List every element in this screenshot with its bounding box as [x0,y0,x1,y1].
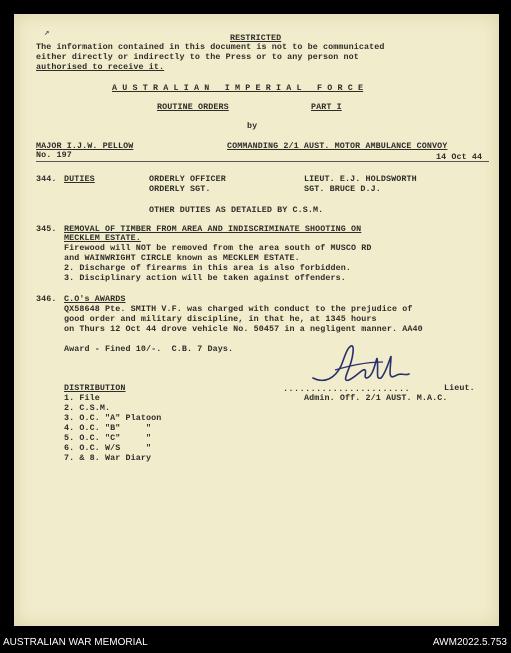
item-346-title: C.O's AWARDS [64,294,126,304]
notice-line-2: either directly or indirectly to the Press or to any person not [36,52,359,62]
signature-title: Admin. Off. 2/1 AUST. M.A.C. [304,393,448,403]
notice-line-3: authorised to receive it. [36,62,165,72]
footer-accession: AWM2022.5.753 [432,637,507,648]
routine-orders-heading: ROUTINE ORDERS [157,102,229,112]
item-345-line-3: 2. Discharge of firearms in this area is also forbidden. [64,263,352,273]
item-345-line-4: 3. Disciplinary action will be taken against offenders. [64,273,346,283]
orderly-officer-label: ORDERLY OFFICER [149,174,226,184]
orderly-sgt-name: SGT. BRUCE D.J. [304,184,381,194]
item-346-line-1: QX58648 Pte. SMITH V.F. was charged with conduct to the prejudice of [64,304,413,314]
item-344-title: DUTIES [64,174,95,184]
distribution-item: 2. C.S.M. [64,403,111,413]
major-name: MAJOR I.J.W. PELLOW [36,141,134,151]
distribution-item: 3. O.C. "A" Platoon [64,413,162,423]
signature-dots: ....................... [283,384,411,394]
by-text: by [247,121,258,131]
order-number: No. 197 [36,150,72,160]
item-346-line-2: good order and military discipline, in that he, at 1345 hours [64,314,377,324]
orderly-officer-name: LIEUT. E.J. HOLDSWORTH [304,174,417,184]
item-344-number: 344. [36,174,57,184]
distribution-item: 1. File [64,393,100,403]
part-heading: PART I [311,102,342,112]
distribution-title: DISTRIBUTION [64,383,126,393]
item-346-number: 346. [36,294,57,304]
other-duties-text: OTHER DUTIES AS DETAILED BY C.S.M. [149,205,324,215]
distribution-item: 6. O.C. W/S " [64,443,152,453]
item-345-line-2: and WAINWRIGHT CIRCLE known as MECKLEM ESTATE. [64,253,300,263]
order-date: 14 Oct 44 [436,152,483,162]
distribution-item: 7. & 8. War Diary [64,453,152,463]
item-346-line-3: on Thurs 12 Oct 44 drove vehicle No. 50457 in a negligent manner. AA40 [64,324,423,334]
footer-source: AUSTRALIAN WAR MEMORIAL [3,637,148,648]
item-345-number: 345. [36,224,57,234]
award-text: Award - Fined 10/-. C.B. 7 Days. [64,344,234,354]
signature-rank: Lieut. [444,383,475,393]
command-rule [36,161,489,162]
item-345-line-1: Firewood will NOT be removed from the area south of MUSCO RD [64,243,372,253]
item-345-title-2: MECKLEM ESTATE. [64,233,141,243]
distribution-item: 4. O.C. "B" " [64,423,152,433]
restricted-heading: RESTRICTED [230,33,282,43]
corner-mark: ↗ [44,28,50,38]
notice-line-1: The information contained in this document is not to be communicated [36,42,385,52]
distribution-item: 5. O.C. "C" " [64,433,152,443]
commanding-text: COMMANDING 2/1 AUST. MOTOR AMBULANCE CONVOY [227,141,448,151]
orderly-sgt-label: ORDERLY SGT. [149,184,211,194]
force-heading: A U S T R A L I A N I M P E R I A L F O R C E [112,83,364,93]
item-345-title-1: REMOVAL OF TIMBER FROM AREA AND INDISCRIMINATE SHOOTING ON [64,224,362,234]
